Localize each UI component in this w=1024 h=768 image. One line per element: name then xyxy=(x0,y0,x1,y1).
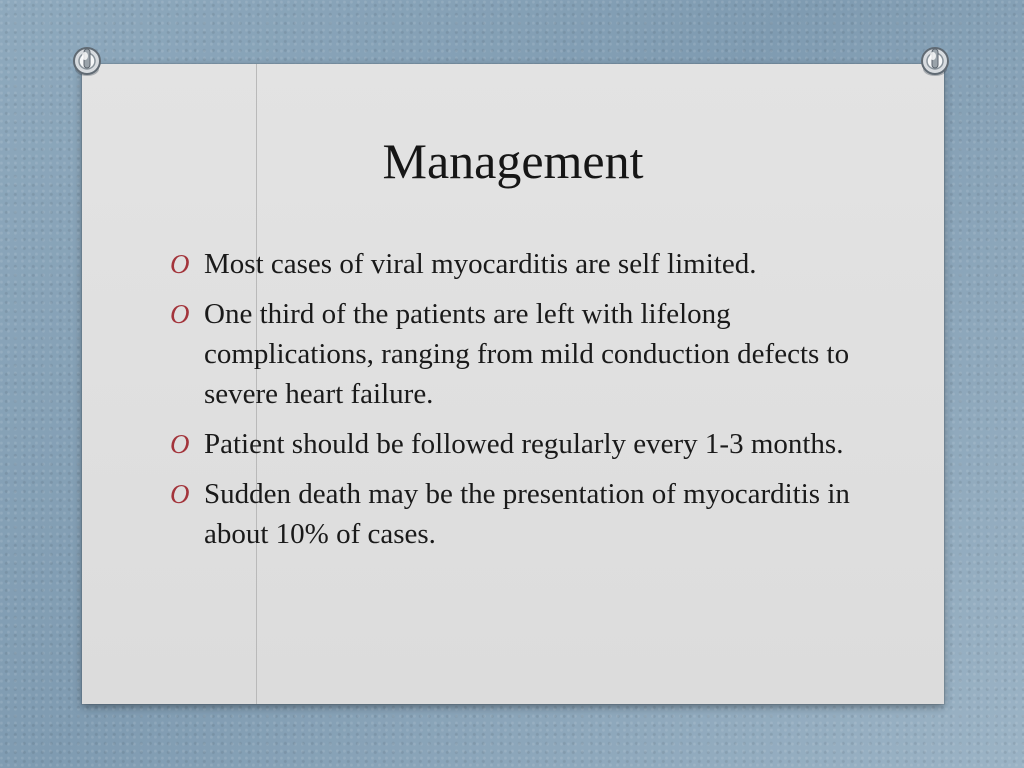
pushpin-icon xyxy=(70,44,104,78)
bullet-list xyxy=(170,244,870,564)
bullet-text: Patient should be followed regularly every 1-3 months. xyxy=(204,428,844,460)
slide-title: Management xyxy=(382,133,644,189)
bullet-item xyxy=(170,244,870,284)
bullet-marker: O xyxy=(170,249,190,279)
bullet-marker: O xyxy=(170,479,190,509)
bullet-item xyxy=(170,424,870,464)
bullet-item xyxy=(170,294,870,414)
bullet-item xyxy=(170,474,870,554)
bullet-marker: O xyxy=(170,299,190,329)
bullet-marker: O xyxy=(170,429,190,459)
bullet-text: Sudden death may be the presentation of myocarditis in about 10% of cases. xyxy=(204,478,850,550)
bullet-text: One third of the patients are left with lifelong complications, ranging from mild conduction defects to severe heart failure. xyxy=(204,298,850,410)
pushpin-icon xyxy=(918,44,952,78)
bullet-text: Most cases of viral myocarditis are self limited. xyxy=(204,248,757,280)
